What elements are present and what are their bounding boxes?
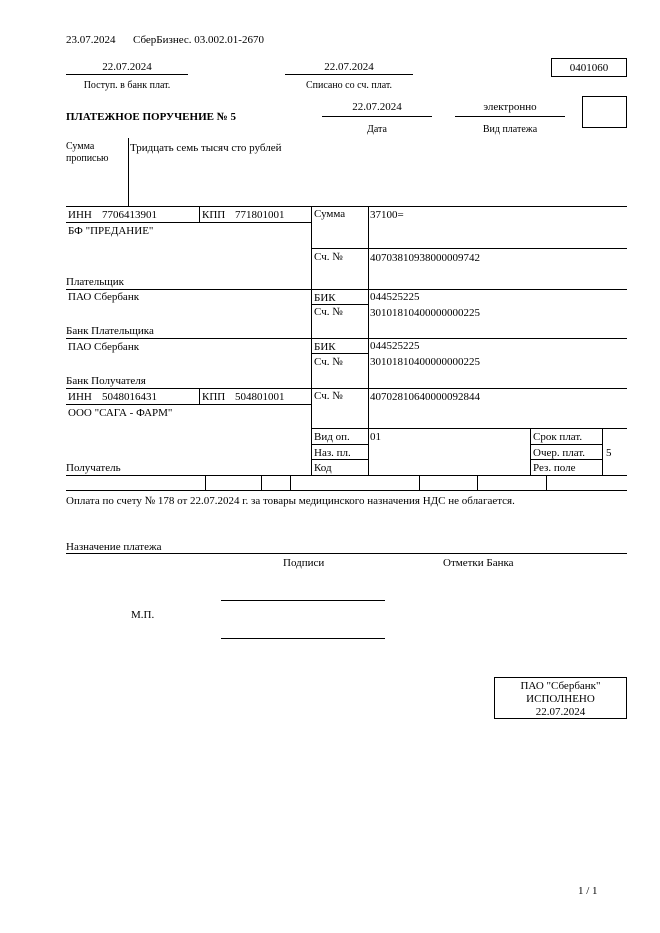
op-type: 01 <box>370 431 381 443</box>
priority-label: Очер. плат. <box>533 447 586 459</box>
amount-words-divider <box>128 138 129 206</box>
grid-line <box>66 289 627 290</box>
stamp-label: М.П. <box>131 609 155 621</box>
grid-line <box>311 444 368 445</box>
grid-line <box>311 304 368 305</box>
grid-line <box>205 475 206 490</box>
grid-line <box>311 459 368 460</box>
grid-line <box>199 206 200 222</box>
debited-date-line <box>285 74 413 75</box>
payer-bank-account-label: Сч. № <box>314 306 343 318</box>
payment-type-line <box>455 116 565 117</box>
payer-inn-label: ИНН <box>68 209 92 221</box>
payee-bank-name: ПАО Сбербанк <box>68 341 140 353</box>
received-label: Поступ. в банк плат. <box>83 80 171 91</box>
term-label: Срок плат. <box>533 431 583 443</box>
payee-kpp: 504801001 <box>235 391 285 403</box>
payer-bank-account: 30101810400000000225 <box>370 307 480 319</box>
bank-marks-label: Отметки Банка <box>443 557 514 569</box>
grid-line <box>199 388 200 404</box>
amount-value: 37100= <box>370 209 404 221</box>
op-type-label: Вид оп. <box>314 431 350 443</box>
payer-inn: 7706413901 <box>102 209 157 221</box>
payee-bank-bik-label: БИК <box>314 341 336 353</box>
payee-bank-account: 30101810400000000225 <box>370 356 480 368</box>
payer-name: БФ "ПРЕДАНИЕ" <box>68 225 154 237</box>
payee-role-label: Получатель <box>66 462 121 474</box>
grid-line <box>311 248 627 249</box>
order-date-line <box>322 116 432 117</box>
grid-line <box>602 428 603 475</box>
grid-line <box>66 206 627 207</box>
debited-label: Списано со сч. плат. <box>305 80 393 91</box>
grid-line <box>66 475 627 476</box>
grid-line <box>368 206 369 475</box>
amount-words-label-1: Сумма <box>66 141 95 152</box>
priority: 5 <box>606 447 612 459</box>
payer-account-label: Сч. № <box>314 251 343 263</box>
grid-line <box>311 353 368 354</box>
payer-bank-role-label: Банк Плательщика <box>66 325 154 337</box>
payer-account: 40703810938000009742 <box>370 252 480 264</box>
page-number: 1 / 1 <box>578 885 598 897</box>
payee-name: ООО "САГА - ФАРМ" <box>68 407 173 419</box>
bank-stamp-line-3: 22.07.2024 <box>535 706 586 718</box>
reserve-label: Рез. поле <box>533 462 576 474</box>
purpose-line <box>66 553 627 554</box>
payer-kpp: 771801001 <box>235 209 285 221</box>
payee-bank-bik: 044525225 <box>370 340 420 352</box>
received-date-line <box>66 74 188 75</box>
payer-role-label: Плательщик <box>66 276 124 288</box>
payer-bank-bik-label: БИК <box>314 292 336 304</box>
purpose-text: Оплата по счету № 178 от 22.07.2024 г. за товары медицинского назначения НДС не облагается. <box>66 495 515 507</box>
payee-account: 40702810640000092844 <box>370 391 480 403</box>
received-date: 22.07.2024 <box>102 61 152 73</box>
payee-account-label: Сч. № <box>314 390 343 402</box>
grid-line <box>546 475 547 490</box>
payer-kpp-label: КПП <box>202 209 226 221</box>
payee-inn: 5048016431 <box>102 391 157 403</box>
payer-bank-name: ПАО Сбербанк <box>68 291 140 303</box>
grid-line <box>261 475 262 490</box>
payer-bank-bik: 044525225 <box>370 291 420 303</box>
signature-line-1 <box>221 600 385 601</box>
signatures-label: Подписи <box>283 557 325 569</box>
grid-line <box>290 475 291 490</box>
grid-line <box>66 222 311 223</box>
grid-line <box>66 388 627 389</box>
payment-type: электронно <box>483 101 537 113</box>
grid-line <box>419 475 420 490</box>
payee-bank-account-label: Сч. № <box>314 356 343 368</box>
order-title: ПЛАТЕЖНОЕ ПОРУЧЕНИЕ № 5 <box>66 111 237 123</box>
signature-line-2 <box>221 638 385 639</box>
order-date: 22.07.2024 <box>352 101 402 113</box>
grid-line <box>66 404 311 405</box>
amount-words-label-2: прописью <box>66 153 109 164</box>
payment-type-label: Вид платежа <box>482 124 538 135</box>
grid-line <box>66 490 627 491</box>
form-code: 0401060 <box>569 62 609 74</box>
grid-line <box>530 459 602 460</box>
system-name: СберБизнес. 03.002.01-2670 <box>133 34 264 46</box>
order-date-label: Дата <box>367 124 387 135</box>
code-label: Код <box>314 462 332 474</box>
bank-stamp-line-2: ИСПОЛНЕНО <box>526 693 595 705</box>
grid-line <box>66 338 627 339</box>
grid-line <box>311 428 627 429</box>
bank-stamp-line-1: ПАО "Сбербанк" <box>520 680 601 692</box>
payee-kpp-label: КПП <box>202 391 226 403</box>
grid-line <box>477 475 478 490</box>
purpose-label: Назначение платежа <box>66 541 162 553</box>
purpose-code-label: Наз. пл. <box>314 447 351 459</box>
grid-line <box>530 428 531 475</box>
amount-label: Сумма <box>314 208 346 220</box>
debited-date: 22.07.2024 <box>324 61 374 73</box>
status-box <box>582 96 627 128</box>
grid-line <box>530 444 602 445</box>
payee-bank-role-label: Банк Получателя <box>66 375 146 387</box>
payee-inn-label: ИНН <box>68 391 92 403</box>
grid-line <box>311 206 312 475</box>
print-date: 23.07.2024 <box>66 34 116 46</box>
amount-words-value: Тридцать семь тысяч сто рублей <box>130 142 282 154</box>
